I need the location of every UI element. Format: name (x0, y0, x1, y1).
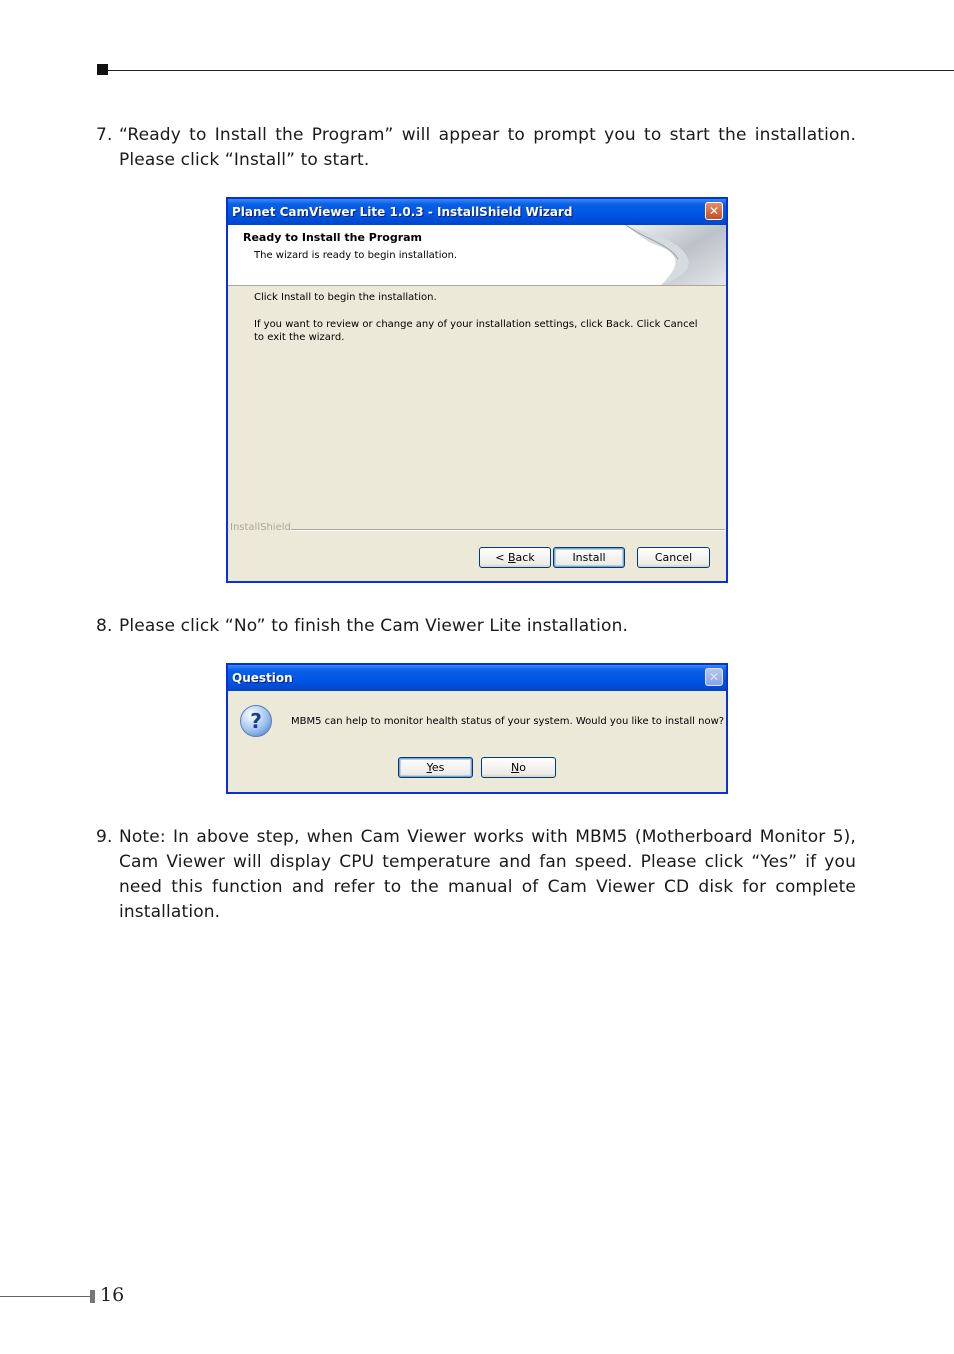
window-title: Planet CamViewer Lite 1.0.3 - InstallShield Wizard (232, 205, 573, 219)
review-settings-note: If you want to review or change any of your installation settings, click Back. Click Cancel to exit the wizard. (254, 319, 698, 343)
question-icon: ? (240, 705, 272, 737)
header-square-mark (97, 64, 108, 75)
step-8 (96, 614, 856, 639)
no-button[interactable] (481, 757, 556, 778)
step-number: 9. (96, 827, 113, 847)
installshield-wizard-window (226, 197, 728, 583)
step-7 (96, 123, 856, 173)
yes-button[interactable] (398, 757, 473, 778)
cancel-label: Cancel (654, 551, 693, 564)
dialog-title: Question (232, 671, 293, 685)
question-dialog (226, 663, 728, 794)
yes-mnemonic: Y (426, 761, 432, 774)
installshield-brand: InstallShield (230, 522, 291, 533)
install-label: Install (572, 551, 606, 564)
install-instruction: Click Install to begin the installation. (254, 292, 437, 303)
page-curl-graphic (616, 225, 726, 285)
window-title-bar[interactable] (228, 199, 726, 225)
header-rule (108, 70, 954, 71)
step-number: 8. (96, 616, 113, 636)
question-message: MBM5 can help to monitor health status of your system. Would you like to install now? (291, 716, 725, 727)
back-prefix: < (495, 551, 508, 564)
step-text: “Ready to Install the Program” will appear to prompt you to start the installation. Please click “Install” to start. (119, 125, 856, 170)
no-mnemonic: N (511, 761, 520, 774)
step-9 (96, 825, 856, 925)
brand-separator (291, 529, 725, 531)
wizard-header-panel (228, 225, 726, 286)
dialog-title-bar[interactable] (228, 665, 726, 691)
cancel-button[interactable] (637, 547, 710, 568)
close-button[interactable]: ✕ (705, 202, 723, 220)
step-text: Please click “No” to finish the Cam Viewer Lite installation. (119, 616, 629, 636)
back-mnemonic: B (508, 551, 516, 564)
footer-mark (90, 1290, 95, 1303)
install-button[interactable] (553, 547, 625, 568)
step-number: 7. (96, 125, 113, 145)
wizard-heading: Ready to Install the Program (243, 231, 423, 244)
close-button: ✕ (705, 668, 723, 686)
no-rest: o (519, 761, 526, 774)
back-button[interactable] (479, 547, 551, 568)
yes-rest: es (431, 761, 445, 774)
wizard-subheading: The wizard is ready to begin installation. (254, 250, 458, 261)
back-rest: ack (515, 551, 535, 564)
page-number: 16 (100, 1284, 125, 1306)
footer-rule (0, 1296, 90, 1297)
step-text: Note: In above step, when Cam Viewer works with MBM5 (Motherboard Monitor 5), Cam Viewer will display CPU temperature and fan speed. Please click “Yes” if you need this function and refer to the manual of Cam Viewer CD disk for complete installation. (119, 827, 856, 922)
